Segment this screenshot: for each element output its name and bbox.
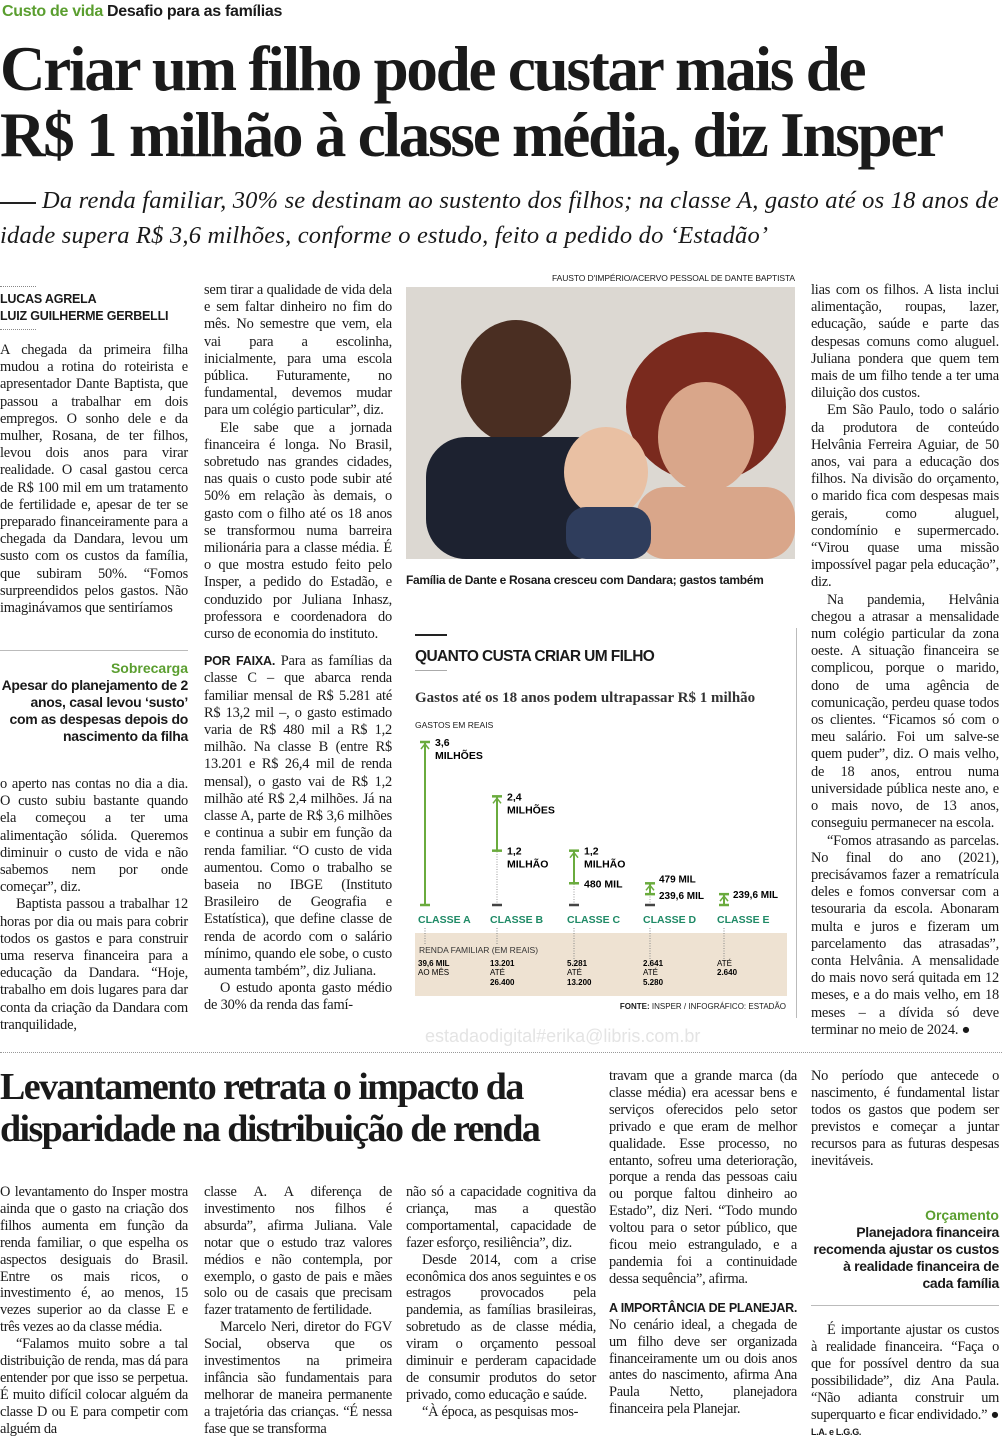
category-label: CLASSE D <box>643 914 697 926</box>
income-value: 2.641 <box>643 959 664 968</box>
photo-illustration <box>406 287 795 559</box>
column-1-continued <box>0 776 188 1033</box>
category-label: CLASSE E <box>717 914 770 926</box>
chart-title: QUANTO CUSTA CRIAR UM FILHO <box>415 648 655 665</box>
value-label: 480 MIL <box>584 878 623 891</box>
value-label: 1,2 <box>507 845 522 858</box>
chart-subtitle: Gastos até os 18 anos podem ultrapassar R$ 1 milhão <box>415 690 756 706</box>
paragraph: O levantamento do Insper mostra ainda que o gasto na criação dos filhos aumenta em função da renda familiar, o que espelha os aspectos desiguais do Brasil. Entre os mais ricos, o investimento é, ao menos, 15 vezes superior ao da classe E e três vezes ao da classe média. <box>0 1184 188 1336</box>
headline-line-1: Criar um filho pode custar mais de <box>0 34 865 104</box>
second-column-4 <box>609 1068 797 1418</box>
subhead: A IMPORTÂNCIA DE PLANEJAR. <box>609 1300 797 1315</box>
chart-source <box>620 1002 786 1011</box>
infographic <box>405 628 797 1018</box>
sidebar-tag: Orçamento <box>925 1207 999 1223</box>
paragraph: Baptista passou a trabalhar 12 horas por dia ou mais para cobrir todos os gastos e para construir uma reserva financeira para a educação da Dandara. “Hoje, trabalho em dois lugares para dar conta da criação da Dandara com tranquilidade, <box>0 896 188 1033</box>
income-value: 5.280 <box>643 978 664 987</box>
paragraph: Ele sabe que a jornada financeira é longa. No Brasil, sobretudo nas grandes cidades, nas quais o custo pode subir até 50% em relação às demais, o gasto com o filho até os 18 anos se transformou numa barreira milionária para a classe média. É o que mostra estudo feito pelo Insper, a pedido do Estadão, e conduzido por Juliana Inhasz, professora e coordenadora do curso de economia do instituto. <box>204 419 392 643</box>
sidebar-text: Apesar do planejamento de 2 anos, casal levou ‘susto’ com as despesas depois do nascimento da filha <box>1 677 188 744</box>
signature: L.A. e L.G.G. <box>811 1427 862 1438</box>
author: LUCAS AGRELA <box>0 292 97 306</box>
paragraph: classe A. A diferença de investimento nos filhos é absurda”, afirma Juliana. Vale notar que o estudo traz valores médios e não contempla, por exemplo, o gasto de pais e mães solo ou de casais que precisam fazer tratamento de fertilidade. <box>204 1184 392 1319</box>
income-value: 39,6 MIL <box>418 959 450 968</box>
second-column-1 <box>0 1184 188 1438</box>
y-axis-label: GASTOS EM REAIS <box>415 720 494 730</box>
paragraph: o aperto nas contas no dia a dia. O custo subiu bastante quando ela começou a ter uma alimentação sólida. Queremos diminuir o custo de vida e não sabemos nem por onde começar”, diz. <box>0 776 188 896</box>
column-2 <box>204 282 392 1022</box>
paragraph <box>811 1322 999 1441</box>
kicker <box>2 3 282 21</box>
value-label: 479 MIL <box>659 874 696 886</box>
source-label: FONTE: <box>619 1002 650 1011</box>
paragraph: A chegada da primeira filha mudou a rotina do roteirista e apresentador Dante Baptista, que passou a trabalhar em dois empregos. O sonho dele e da mulher, Rosana, de ter filhos, levou dois anos para virar realidade. O casal gastou cerca de R$ 100 mil em um tratamento de fertilidade e, apesar de ter se preparado financeiramente para a chegada da Dandara, levou um susto com os custos da família, que subiram 50%. “Fomos surpreendidos pelos gastos. Não imaginávamos que sentiríamos <box>0 342 188 617</box>
paragraph: Na pandemia, Helvânia chegou a atrasar a mensalidade num colégio particular da zona oeste. A situação financeira se complicou, porque o marido, dono de uma agência de comunicação, perdeu quase todos os clientes. “Ficamos só com o meu salário. Foi um salve-se quem puder”, diz. O mais velho, de 18 anos, entrou numa universidade pública neste ano, e o mais novo, de 13 anos, conseguiu permanecer na escola. <box>811 591 999 832</box>
sidebar-orcamento <box>811 1198 999 1292</box>
paragraph <box>609 1300 797 1418</box>
paragraph: “Falamos muito sobre a tal distribuição de renda, mas dá para entender por que isso se perpetua. É muito difícil colocar alguém da classe D ou E para competir com alguém da <box>0 1336 188 1437</box>
second-column-2 <box>204 1184 392 1438</box>
photo-credit: FAUSTO D'IMPÉRIO/ACERVO PESSOAL DE DANTE BAPTISTA <box>552 273 795 283</box>
divider <box>0 286 36 287</box>
sidebar-tag: Sobrecarga <box>110 660 188 676</box>
paragraph: sem tirar a qualidade de vida dela e sem faltar dinheiro no fim do mês. No semestre que vem, ela vai para a escolinha, inicialmente, para uma escola pública. Futuramente, no fundamental, devemos mudar para um colégio particular”, diz. <box>204 282 392 419</box>
value-label: 239,6 MIL <box>659 891 705 903</box>
income-value: ATÉ <box>717 959 732 968</box>
income-value: AO MÊS <box>418 968 450 977</box>
income-value: 5.281 <box>567 959 588 968</box>
paragraph <box>204 653 392 980</box>
income-value: ATÉ <box>490 968 505 977</box>
source-text: INSPER / INFOGRÁFICO: ESTADÃO <box>651 1002 786 1011</box>
paragraph: No período que antecede o nascimento, é fundamental listar todos os gastos que podem ser previstos e começar a juntar recursos para as futuras despesas inevitáveis. <box>811 1068 999 1169</box>
paragraph-text: Para as famílias da classe C – que abarca renda familiar mensal de R$ 5.281 até R$ 13,2 mil –, o gasto estimado varia de R$ 480 mil a R$ 1,2 milhão. Na classe B (entre R$ 13.201 e R$ 26,4 mil de renda mensal), o gasto vai de R$ 1,2 milhão até R$ 2,4 milhões. Já na classe A, parte de R$ 3,6 milhões e continua a subir em função da renda familiar. “O custo de vida aumentou. Como o trabalho se baseia no IBGE (Instituto Brasileiro de Geografia e Estatística), que define classe de renda de acordo com o salário mínimo, quando ele sobe, o custo aumenta também”, diz Juliana. <box>204 653 392 979</box>
headline <box>0 36 1002 168</box>
paragraph: O estudo aponta gasto médio de 30% da renda das famí- <box>204 980 392 1014</box>
income-value: 2.640 <box>717 968 738 977</box>
value-label: 239,6 MIL <box>733 890 779 902</box>
income-value: 13.200 <box>567 978 592 987</box>
column-4 <box>811 282 999 1038</box>
paragraph: Desde 2014, com a crise econômica dos anos seguintes e os estragos provocados pela pandemia, as famílias brasileiras, sobretudo as de classe média, viram o orçamento pessoal diminuir e perderam capacidade de consumir produtos do setor privado, como educação e saúde. <box>406 1251 596 1403</box>
deck-rule <box>0 202 36 204</box>
section-divider <box>0 1052 1002 1053</box>
sidebar-sobrecarga <box>0 650 188 745</box>
paragraph: “Fomos atrasando as parcelas. No final do ano (2021), precisávamos fazer a rematrícula deles e fomos conversar com a tesouraria da escola. Abonaram multa e juros e fizeram um parcelamento das atrasadas”, conta Helvânia. A mensalidade do mais novo será quitada em 12 meses, e a do mais velho, em 18 meses – a dívida só deve terminar no meio de 2024. ● <box>811 832 999 1038</box>
second-column-3 <box>406 1184 596 1421</box>
column-1 <box>0 282 188 622</box>
topic-label: Desafio para as famílias <box>107 3 283 20</box>
watermark: estadaodigital#erika@libris.com.br <box>425 1026 701 1046</box>
income-value: ATÉ <box>567 968 582 977</box>
income-value: 13.201 <box>490 959 515 968</box>
paragraph: “À época, as pesquisas mos- <box>422 1403 579 1420</box>
divider <box>811 1305 999 1306</box>
value-label: 2,4 <box>507 791 522 804</box>
value-label: MILHÃO <box>507 858 549 871</box>
paragraph: lias com os filhos. A lista inclui alimentação, roupas, lazer, educação, saúde e parte das despesas comuns como aluguel. Juliana pondera que quem tem mais de um filho tende a ter uma diluição dos custos. <box>811 282 999 402</box>
deck-text: Da renda familiar, 30% se destinam ao sustento dos filhos; na classe A, gasto até os 18 anos de idade supera R$ 3,6 milhões, conforme o estudo, feito a pedido do ‘Estadão’ <box>0 187 999 249</box>
second-column-5-continued <box>811 1322 999 1441</box>
divider <box>0 329 36 330</box>
headline-line-2: R$ 1 milhão à classe média, diz Insper <box>0 100 942 170</box>
paragraph: não só a capacidade cognitiva da criança, mas a questão comportamental, capacidade de fazer esforço, resiliência”, diz. <box>406 1184 596 1251</box>
section-label: Custo de vida <box>2 3 104 20</box>
second-headline: Levantamento retrata o impacto da disparidade na distribuição de renda <box>0 1066 540 1150</box>
value-label: MILHÕES <box>435 750 483 762</box>
chart-plot <box>405 628 797 1018</box>
category-label: CLASSE A <box>418 914 471 926</box>
author: LUIZ GUILHERME GERBELLI <box>0 309 169 323</box>
second-column-5 <box>811 1068 999 1169</box>
category-label: CLASSE B <box>490 914 544 926</box>
value-label: 3,6 <box>435 737 450 749</box>
category-label: CLASSE C <box>567 914 621 926</box>
value-label: MILHÃO <box>584 858 626 871</box>
photo-caption: Família de Dante e Rosana cresceu com Dandara; gastos também <box>406 573 764 587</box>
income-value: 26.400 <box>490 978 515 987</box>
paragraph: travam que a grande marca (da classe média) era acessar bens e serviços oferecidos pelo setor privado e que eram de melhor qualidade. Esse processo, no entanto, sofreu uma deterioração, porque a renda das pessoas caiu ou porque faltou dinheiro ao Estado”, diz Neri. “Todo mundo voltou para o setor público, que ficou meio estrangulado, e a pandemia foi a continuidade dessa sequência”, afirma. <box>609 1068 797 1287</box>
paragraph: Em São Paulo, todo o salário da produtora de conteúdo Helvânia Ferreira Aguiar, de 50 anos, vai para a educação dos filhos. Na divisão do orçamento, o marido fica com despesas mais gerais, como aluguel, condomínio e supermercado. “Virou quase uma missão impossível pagar pela educação”, diz. <box>811 402 999 591</box>
paragraph-text: No cenário ideal, a chegada de um filho deve ser organizada financeiramente um ou dois anos antes do nascimento, afirma Ana Paula Netto, planejadora financeira pela Planejar. <box>609 1316 797 1418</box>
value-label: 1,2 <box>584 845 599 858</box>
income-value: ATÉ <box>643 968 658 977</box>
paragraph-text: É importante ajustar os custos à realidade financeira. “Faça o que for possível dentro da sua possibilidade”, diz Ana Paula. “Não adianta construir um superquarto e ficar endividado.” ● <box>811 1322 999 1423</box>
subhead: POR FAIXA. <box>204 654 276 669</box>
deck <box>0 183 1000 253</box>
sidebar-text: Planejadora financeira recomenda ajustar os custos à realidade financeira de cada família <box>813 1224 999 1291</box>
paragraph: Marcelo Neri, diretor do FGV Social, observa que os investimentos na primeira infância são fundamentais para melhorar de maneira permanente a trajetória das crianças. “É nessa fase que se transforma <box>204 1319 392 1437</box>
family-photo <box>406 287 795 559</box>
income-label: RENDA FAMILIAR (EM REAIS) <box>419 945 539 955</box>
value-label: MILHÕES <box>507 804 555 817</box>
